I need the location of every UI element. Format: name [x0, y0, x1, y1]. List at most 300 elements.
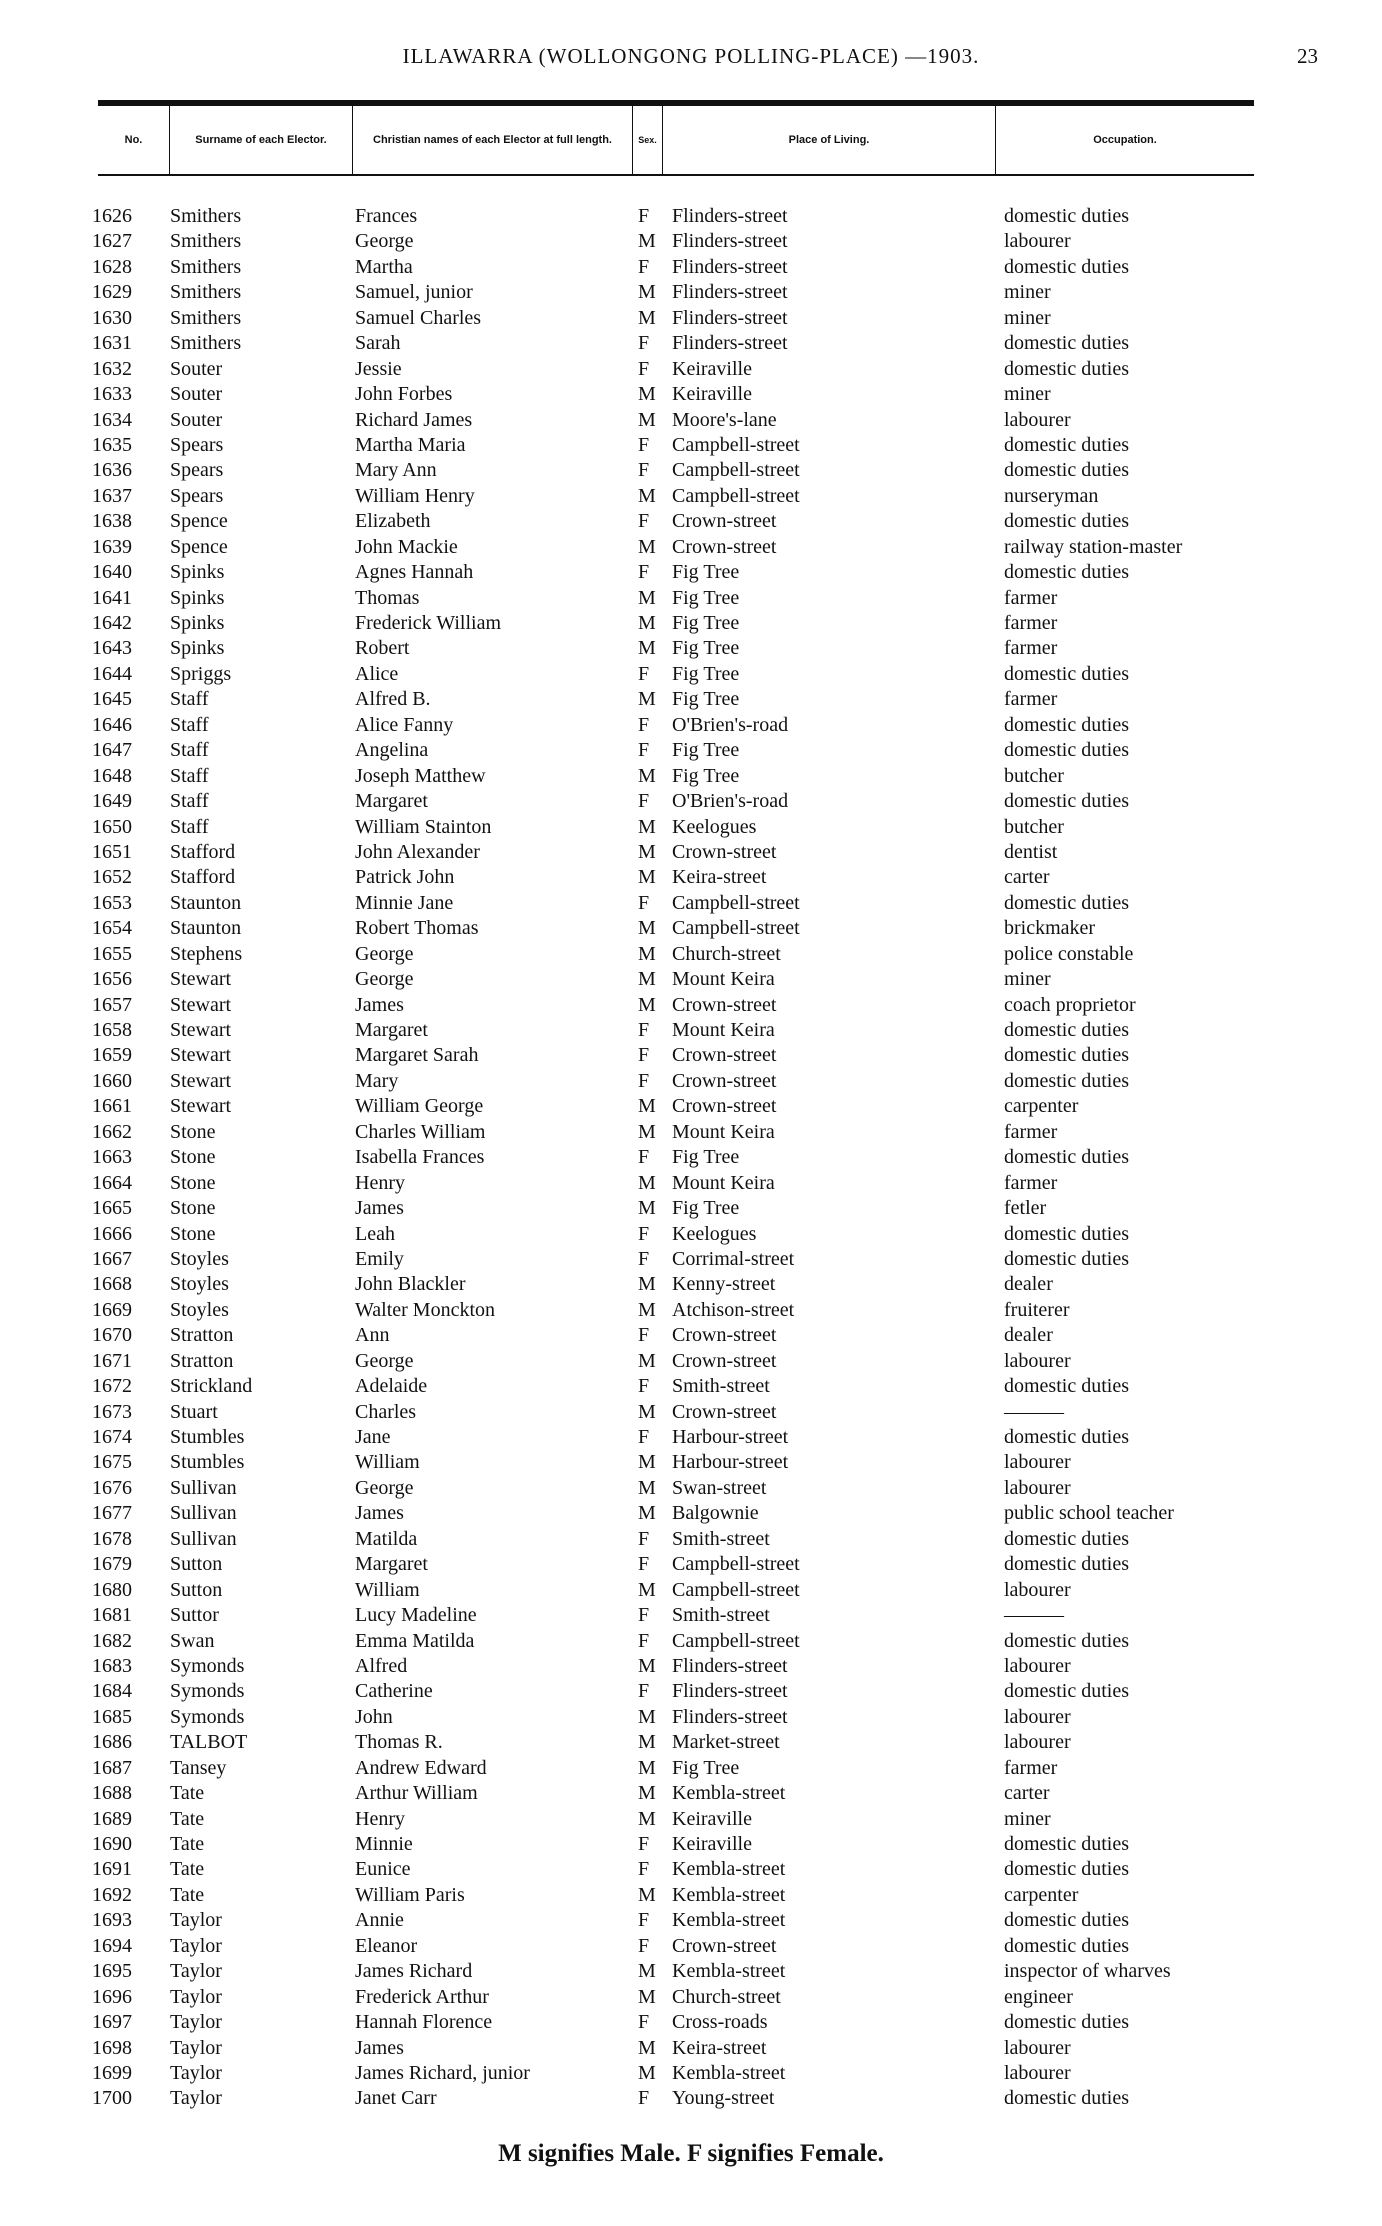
elector-place: Harbour-street: [672, 1426, 789, 1448]
elector-occupation: domestic duties: [1004, 1044, 1129, 1067]
table-row: [0, 789, 1382, 814]
elector-sex: M: [638, 1273, 656, 1296]
elector-christian-names: Lucy Madeline: [355, 1604, 477, 1627]
elector-christian-names: James: [355, 2036, 404, 2059]
elector-number: 1635: [92, 433, 132, 456]
elector-christian-names: John Blackler: [355, 1273, 466, 1296]
elector-place: Crown-street: [672, 1095, 777, 1118]
table-row: [0, 1908, 1382, 1933]
table-row: [0, 1171, 1382, 1196]
elector-occupation: domestic duties: [1004, 1909, 1129, 1932]
elector-christian-names: Samuel Charles: [355, 306, 482, 329]
table-row: [0, 1679, 1382, 1704]
elector-surname: Tate: [170, 1807, 205, 1830]
elector-occupation: domestic duties: [1004, 1375, 1129, 1398]
column-header-christian-names: Christian names of each Elector at full length.: [353, 106, 633, 174]
elector-christian-names: Martha: [355, 255, 413, 278]
elector-occupation: domestic duties: [1004, 510, 1129, 533]
elector-surname: Stewart: [170, 968, 232, 991]
elector-place: Crown-street: [672, 535, 777, 558]
elector-surname: Sullivan: [170, 1476, 237, 1499]
elector-surname: Taylor: [170, 1960, 222, 1983]
elector-occupation: fetler: [1004, 1197, 1047, 1220]
elector-sex: F: [638, 1019, 650, 1041]
footer-legend: M signifies Male. F signifies Female.: [498, 2140, 884, 2167]
elector-sex: F: [638, 561, 650, 584]
table-row: [0, 1349, 1382, 1374]
elector-occupation: labourer: [1004, 230, 1071, 253]
table-row: [0, 1654, 1382, 1679]
table-row: [0, 1629, 1382, 1654]
elector-sex: F: [638, 1222, 650, 1245]
elector-number: 1660: [92, 1069, 132, 1092]
elector-sex: M: [638, 1654, 656, 1677]
elector-surname: Stuart: [170, 1400, 218, 1423]
table-row: [0, 1985, 1382, 2010]
elector-christian-names: James Richard, junior: [355, 2061, 530, 2084]
elector-number: 1679: [92, 1553, 132, 1576]
elector-christian-names: Alfred B.: [355, 688, 431, 711]
elector-number: 1652: [92, 866, 132, 889]
elector-place: Flinders-street: [672, 1705, 788, 1728]
elector-occupation: police constable: [1004, 942, 1134, 965]
table-row: [0, 1323, 1382, 1348]
elector-christian-names: William Stainton: [355, 815, 492, 838]
elector-number: 1667: [92, 1247, 132, 1270]
elector-sex: F: [638, 739, 650, 762]
page-header: [0, 44, 1382, 84]
elector-christian-names: George: [355, 968, 414, 991]
elector-number: 1676: [92, 1476, 132, 1499]
elector-surname: Smithers: [170, 230, 242, 253]
elector-number: 1684: [92, 1680, 132, 1703]
elector-occupation: domestic duties: [1004, 1146, 1129, 1169]
elector-sex: F: [638, 1527, 650, 1550]
elector-number: 1650: [92, 815, 132, 838]
elector-surname: Staff: [170, 688, 209, 711]
elector-number: 1664: [92, 1171, 132, 1194]
elector-occupation: inspector of wharves: [1004, 1960, 1171, 1983]
elector-occupation: miner: [1004, 968, 1051, 991]
elector-occupation: farmer: [1004, 612, 1058, 634]
elector-surname: Symonds: [170, 1680, 245, 1703]
page-title: ILLAWARRA (WOLLONGONG POLLING-PLACE) —1903.: [402, 44, 980, 68]
elector-sex: M: [638, 1171, 656, 1194]
elector-christian-names: Frederick Arthur: [355, 1985, 489, 2008]
elector-place: Flinders-street: [672, 230, 788, 253]
elector-place: Mount Keira: [672, 1171, 775, 1194]
elector-christian-names: Henry: [355, 1807, 405, 1830]
elector-surname: Stoyles: [170, 1273, 229, 1296]
elector-place: Campbell-street: [672, 459, 800, 482]
table-row: [0, 1832, 1382, 1857]
elector-sex: F: [638, 1909, 650, 1932]
elector-surname: Stewart: [170, 1019, 232, 1041]
elector-occupation: domestic duties: [1004, 713, 1129, 736]
elector-place: Campbell-street: [672, 433, 800, 456]
elector-sex: M: [638, 2036, 656, 2059]
column-headers: [98, 106, 1254, 176]
table-row: [0, 993, 1382, 1018]
page-number: 23: [1297, 44, 1318, 68]
elector-surname: Taylor: [170, 2061, 222, 2084]
elector-sex: F: [638, 1604, 650, 1627]
elector-occupation: domestic duties: [1004, 1019, 1129, 1041]
column-header-sex: Sex.: [633, 106, 663, 174]
elector-number: 1696: [92, 1985, 132, 2008]
elector-number: 1675: [92, 1451, 132, 1474]
elector-occupation: farmer: [1004, 586, 1058, 609]
elector-occupation: dentist: [1004, 840, 1058, 863]
elector-number: 1646: [92, 713, 132, 736]
elector-sex: M: [638, 1349, 656, 1372]
elector-sex: F: [638, 1247, 650, 1270]
elector-sex: M: [638, 1197, 656, 1220]
elector-christian-names: Catherine: [355, 1680, 433, 1703]
elector-occupation: domestic duties: [1004, 662, 1129, 685]
table-row: [0, 1807, 1382, 1832]
elector-sex: M: [638, 306, 656, 329]
elector-place: Moore's-lane: [672, 408, 777, 431]
elector-sex: M: [638, 484, 656, 507]
elector-christian-names: Eleanor: [355, 1934, 418, 1957]
elector-christian-names: Ann: [355, 1324, 390, 1347]
elector-number: 1687: [92, 1756, 132, 1779]
elector-sex: F: [638, 2011, 650, 2034]
table-row: [0, 662, 1382, 687]
elector-place: Kembla-street: [672, 1782, 786, 1805]
elector-sex: F: [638, 1934, 650, 1957]
elector-sex: F: [638, 1833, 650, 1855]
table-row: [0, 1476, 1382, 1501]
table-row: [0, 484, 1382, 509]
elector-christian-names: James: [355, 993, 404, 1016]
elector-number: 1629: [92, 281, 132, 304]
elector-occupation: domestic duties: [1004, 561, 1129, 584]
elector-surname: Smithers: [170, 332, 242, 355]
elector-surname: Smithers: [170, 205, 242, 227]
elector-occupation: labourer: [1004, 408, 1071, 431]
elector-number: 1640: [92, 561, 132, 584]
table-row: [0, 1501, 1382, 1526]
table-row: [0, 687, 1382, 712]
elector-christian-names: John Mackie: [355, 535, 458, 558]
elector-surname: Spears: [170, 459, 224, 482]
elector-occupation: public school teacher: [1004, 1502, 1174, 1525]
elector-sex: M: [638, 1298, 656, 1321]
elector-sex: M: [638, 917, 656, 940]
elector-surname: Stafford: [170, 866, 236, 889]
elector-occupation: labourer: [1004, 2036, 1071, 2059]
elector-surname: Stone: [170, 1146, 216, 1169]
column-header-surname: Surname of each Elector.: [170, 106, 353, 174]
table-row: [0, 1959, 1382, 1984]
elector-number: 1643: [92, 637, 132, 660]
elector-occupation: nurseryman: [1004, 484, 1099, 507]
elector-place: Fig Tree: [672, 1146, 740, 1169]
elector-sex: M: [638, 1451, 656, 1474]
elector-christian-names: Angelina: [355, 739, 429, 762]
elector-sex: M: [638, 612, 656, 634]
elector-number: 1694: [92, 1934, 132, 1957]
elector-sex: M: [638, 281, 656, 304]
elector-surname: Staff: [170, 815, 209, 838]
elector-occupation: labourer: [1004, 1705, 1071, 1728]
elector-occupation: labourer: [1004, 1578, 1071, 1601]
elector-sex: M: [638, 1731, 656, 1754]
elector-sex: M: [638, 993, 656, 1016]
table-row: [0, 2036, 1382, 2061]
elector-sex: F: [638, 332, 650, 355]
elector-occupation: domestic duties: [1004, 891, 1129, 914]
elector-surname: Stoyles: [170, 1298, 229, 1321]
elector-occupation: farmer: [1004, 1756, 1058, 1779]
elector-surname: TALBOT: [170, 1731, 248, 1754]
elector-sex: M: [638, 688, 656, 711]
table-row: [0, 306, 1382, 331]
elector-sex: F: [638, 510, 650, 533]
table-row: [0, 1374, 1382, 1399]
table-row: [0, 942, 1382, 967]
elector-christian-names: Andrew Edward: [355, 1756, 487, 1779]
elector-occupation: domestic duties: [1004, 1833, 1129, 1855]
elector-number: 1669: [92, 1298, 132, 1321]
elector-number: 1674: [92, 1426, 132, 1448]
electoral-roll: [0, 204, 1382, 2112]
elector-number: 1678: [92, 1527, 132, 1550]
elector-number: 1663: [92, 1146, 132, 1169]
elector-occupation: labourer: [1004, 1476, 1071, 1499]
elector-place: Keiraville: [672, 1807, 752, 1830]
elector-surname: Staff: [170, 713, 209, 736]
elector-occupation: domestic duties: [1004, 205, 1129, 227]
elector-occupation: carpenter: [1004, 1095, 1079, 1118]
elector-surname: Taylor: [170, 1985, 222, 2008]
elector-number: 1651: [92, 840, 132, 863]
table-row: [0, 1527, 1382, 1552]
table-row: [0, 586, 1382, 611]
elector-sex: M: [638, 1578, 656, 1601]
elector-occupation: carter: [1004, 866, 1050, 889]
elector-surname: Spence: [170, 535, 228, 558]
elector-number: 1699: [92, 2061, 132, 2084]
elector-sex: M: [638, 1782, 656, 1805]
elector-christian-names: Minnie Jane: [355, 891, 454, 914]
elector-sex: M: [638, 840, 656, 863]
elector-christian-names: Matilda: [355, 1527, 418, 1550]
column-header-no: No.: [98, 106, 170, 174]
table-row: [0, 1298, 1382, 1323]
table-row: [0, 280, 1382, 305]
elector-number: 1698: [92, 2036, 132, 2059]
elector-surname: Sutton: [170, 1553, 223, 1576]
elector-surname: Sullivan: [170, 1502, 237, 1525]
elector-number: 1634: [92, 408, 132, 431]
elector-sex: F: [638, 1553, 650, 1576]
elector-place: Market-street: [672, 1731, 780, 1754]
elector-place: Fig Tree: [672, 1197, 740, 1220]
elector-place: Keelogues: [672, 1222, 757, 1245]
elector-christian-names: John Forbes: [355, 383, 453, 406]
elector-occupation: domestic duties: [1004, 1247, 1129, 1270]
elector-christian-names: Patrick John: [355, 866, 455, 889]
elector-christian-names: William Paris: [355, 1883, 465, 1906]
table-row: [0, 458, 1382, 483]
elector-sex: M: [638, 1502, 656, 1525]
elector-surname: Staunton: [170, 917, 242, 940]
elector-occupation: domestic duties: [1004, 357, 1129, 380]
elector-sex: M: [638, 408, 656, 431]
elector-christian-names: Margaret: [355, 1019, 428, 1041]
elector-place: Flinders-street: [672, 281, 788, 304]
elector-surname: Tate: [170, 1782, 205, 1805]
elector-place: Church-street: [672, 942, 781, 965]
elector-number: 1631: [92, 332, 132, 355]
elector-sex: M: [638, 815, 656, 838]
elector-surname: Staff: [170, 764, 209, 787]
table-row: [0, 1781, 1382, 1806]
elector-number: 1691: [92, 1858, 132, 1881]
elector-place: Crown-street: [672, 1400, 777, 1423]
elector-place: Smith-street: [672, 1375, 770, 1398]
elector-number: 1644: [92, 662, 132, 685]
elector-occupation: domestic duties: [1004, 1426, 1129, 1448]
elector-surname: Souter: [170, 357, 223, 380]
elector-number: 1654: [92, 917, 132, 940]
column-header-place: Place of Living.: [663, 106, 996, 174]
elector-place: Fig Tree: [672, 739, 740, 762]
elector-place: Corrimal-street: [672, 1247, 795, 1270]
elector-occupation: brickmaker: [1004, 917, 1096, 940]
elector-occupation: labourer: [1004, 1654, 1071, 1677]
elector-surname: Swan: [170, 1629, 215, 1652]
elector-christian-names: Isabella Frances: [355, 1146, 485, 1169]
elector-christian-names: Charles William: [355, 1120, 486, 1143]
elector-surname: Stoyles: [170, 1247, 229, 1270]
elector-occupation: domestic duties: [1004, 332, 1129, 355]
elector-surname: Spriggs: [170, 662, 232, 685]
elector-place: Swan-street: [672, 1476, 767, 1499]
elector-occupation: domestic duties: [1004, 1680, 1129, 1703]
elector-place: Crown-street: [672, 1349, 777, 1372]
table-row: [0, 357, 1382, 382]
elector-place: Kenny-street: [672, 1273, 776, 1296]
elector-surname: Spinks: [170, 561, 225, 584]
elector-place: Cross-roads: [672, 2011, 768, 2034]
table-row: [0, 1934, 1382, 1959]
elector-christian-names: James: [355, 1502, 404, 1525]
elector-sex: F: [638, 1858, 650, 1881]
elector-place: Keelogues: [672, 815, 757, 838]
elector-surname: Smithers: [170, 255, 242, 278]
elector-surname: Taylor: [170, 2011, 222, 2034]
table-row: [0, 1450, 1382, 1475]
elector-christian-names: Frances: [355, 205, 418, 227]
elector-place: Campbell-street: [672, 1629, 800, 1652]
elector-christian-names: Margaret Sarah: [355, 1044, 479, 1067]
elector-occupation: domestic duties: [1004, 1222, 1129, 1245]
elector-occupation: domestic duties: [1004, 1629, 1129, 1652]
elector-number: 1671: [92, 1349, 132, 1372]
elector-surname: Spinks: [170, 612, 225, 634]
table-row: [0, 1883, 1382, 1908]
elector-place: Young-street: [672, 2087, 775, 2110]
elector-christian-names: Jane: [355, 1426, 391, 1448]
elector-christian-names: Adelaide: [355, 1375, 428, 1398]
elector-sex: F: [638, 1069, 650, 1092]
elector-surname: Stewart: [170, 1095, 232, 1118]
elector-christian-names: Arthur William: [355, 1782, 478, 1805]
elector-number: 1697: [92, 2011, 132, 2034]
elector-place: Fig Tree: [672, 561, 740, 584]
elector-surname: Sutton: [170, 1578, 223, 1601]
elector-christian-names: Mary: [355, 1069, 399, 1092]
table-row: [0, 764, 1382, 789]
elector-occupation: farmer: [1004, 1171, 1058, 1194]
elector-surname: Stewart: [170, 1069, 232, 1092]
elector-sex: M: [638, 866, 656, 889]
elector-christian-names: Frederick William: [355, 612, 502, 634]
table-row: [0, 255, 1382, 280]
table-row: [0, 1222, 1382, 1247]
elector-christian-names: Martha Maria: [355, 433, 466, 456]
elector-sex: F: [638, 357, 650, 380]
elector-christian-names: Henry: [355, 1171, 405, 1194]
elector-occupation: domestic duties: [1004, 790, 1129, 813]
elector-occupation: railway station-master: [1004, 535, 1183, 558]
elector-occupation: dealer: [1004, 1273, 1053, 1296]
elector-surname: Smithers: [170, 281, 242, 304]
elector-occupation: labourer: [1004, 2061, 1071, 2084]
elector-christian-names: George: [355, 230, 414, 253]
elector-place: Kembla-street: [672, 2061, 786, 2084]
table-row: [0, 1043, 1382, 1068]
elector-sex: M: [638, 1476, 656, 1499]
elector-sex: F: [638, 1044, 650, 1067]
elector-number: 1690: [92, 1833, 132, 1855]
elector-number: 1655: [92, 942, 132, 965]
elector-surname: Tate: [170, 1858, 205, 1881]
elector-surname: Taylor: [170, 1934, 222, 1957]
elector-sex: M: [638, 383, 656, 406]
elector-place: Campbell-street: [672, 1578, 800, 1601]
elector-occupation: domestic duties: [1004, 2011, 1129, 2034]
elector-number: 1688: [92, 1782, 132, 1805]
table-row: [0, 1272, 1382, 1297]
elector-sex: F: [638, 790, 650, 813]
elector-occupation: domestic duties: [1004, 459, 1129, 482]
elector-surname: Suttor: [170, 1604, 219, 1627]
elector-surname: Spears: [170, 484, 224, 507]
elector-surname: Symonds: [170, 1705, 245, 1728]
table-row: [0, 1857, 1382, 1882]
elector-christian-names: Richard James: [355, 408, 473, 431]
elector-christian-names: Charles: [355, 1400, 417, 1423]
elector-sex: F: [638, 2087, 650, 2110]
elector-occupation: domestic duties: [1004, 433, 1129, 456]
elector-place: Crown-street: [672, 510, 777, 533]
elector-occupation: domestic duties: [1004, 1934, 1129, 1957]
elector-sex: M: [638, 764, 656, 787]
elector-number: 1627: [92, 230, 132, 253]
elector-surname: Spinks: [170, 586, 225, 609]
elector-occupation: ———: [1004, 1604, 1064, 1627]
elector-christian-names: James Richard: [355, 1960, 473, 1983]
elector-place: O'Brien's-road: [672, 790, 789, 813]
elector-place: Flinders-street: [672, 1654, 788, 1677]
table-row: [0, 636, 1382, 661]
elector-occupation: miner: [1004, 383, 1051, 406]
